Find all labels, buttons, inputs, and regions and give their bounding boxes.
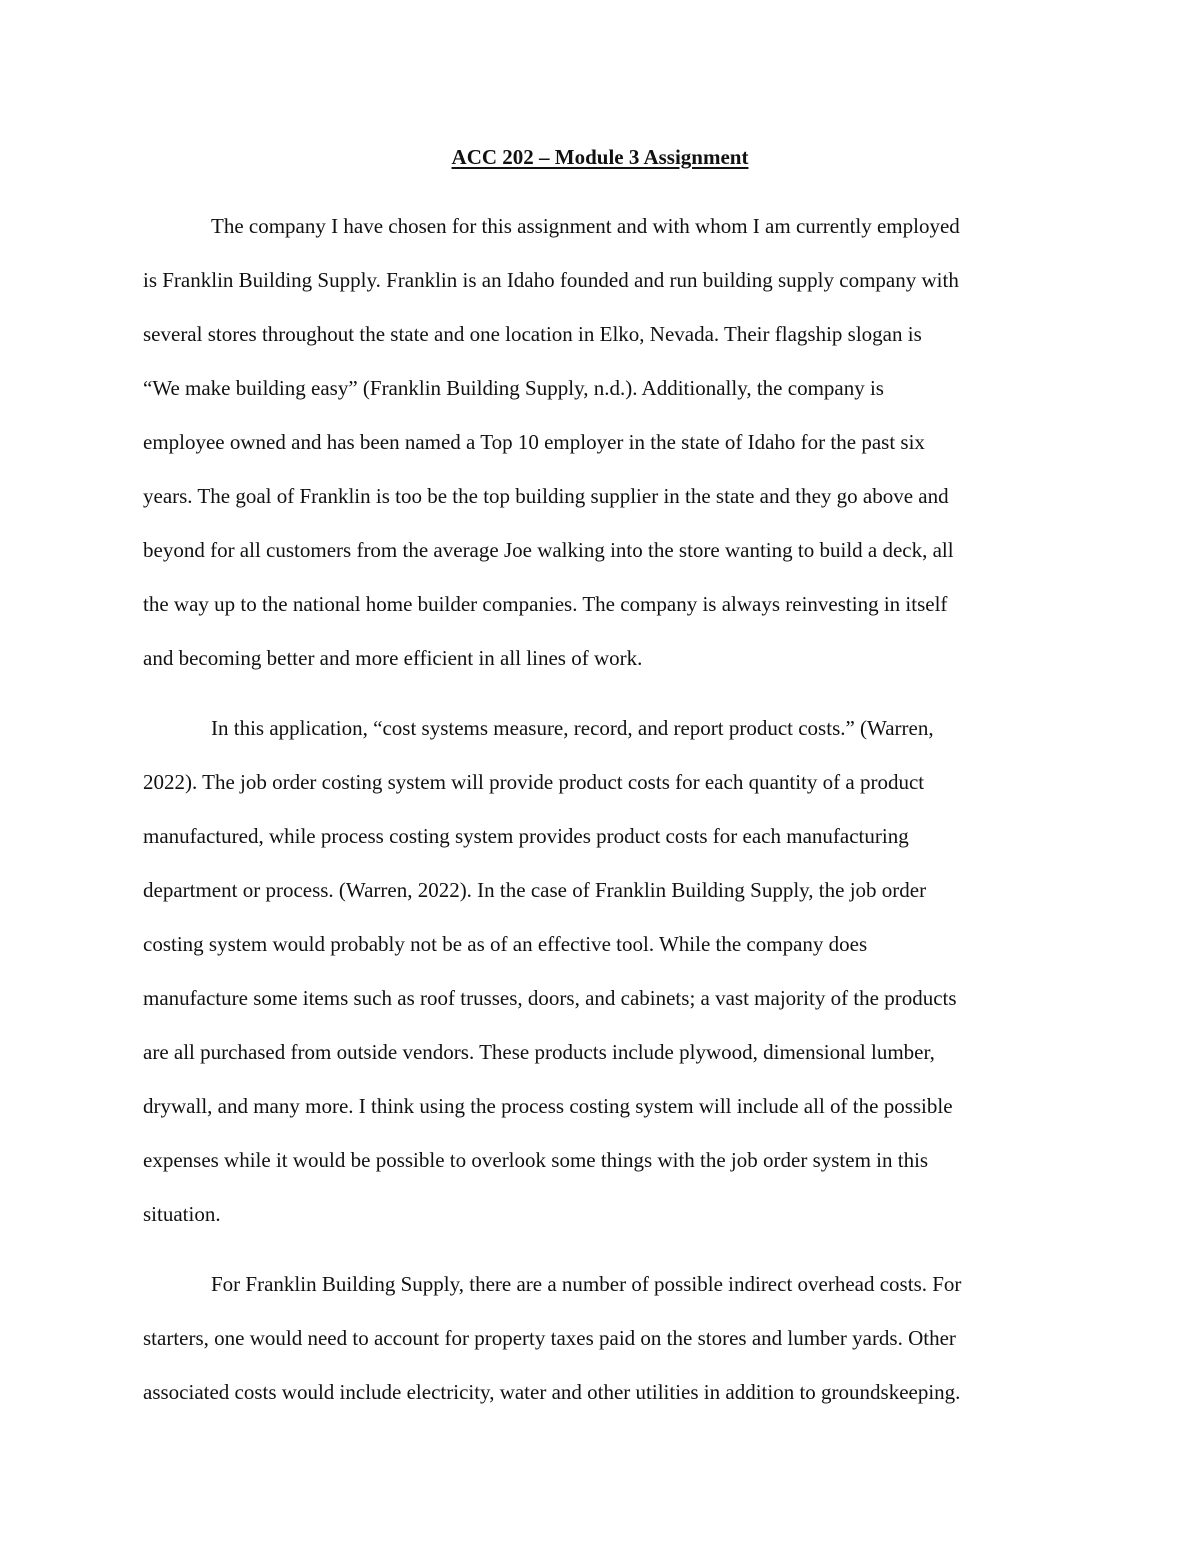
text-line: situation. xyxy=(143,1202,221,1226)
text-line: are all purchased from outside vendors. These products include plywood, dimensional lumber, xyxy=(143,1040,935,1064)
text-line: starters, one would need to account for property taxes paid on the stores and lumber yards. Other xyxy=(143,1326,956,1350)
text-line: department or process. (Warren, 2022). In the case of Franklin Building Supply, the job order xyxy=(143,878,927,902)
document-title: ACC 202 – Module 3 Assignment xyxy=(451,145,749,169)
text-line: costing system would probably not be as of an effective tool. While the company does xyxy=(143,932,868,956)
text-line: The company I have chosen for this assignment and with whom I am currently employed xyxy=(211,214,960,238)
text-line: is Franklin Building Supply. Franklin is an Idaho founded and run building supply company with xyxy=(143,268,959,292)
text-line: years. The goal of Franklin is too be the top building supplier in the state and they go above and xyxy=(143,484,949,508)
text-line: employee owned and has been named a Top 10 employer in the state of Idaho for the past six xyxy=(143,430,925,454)
text-line: the way up to the national home builder companies. The company is always reinvesting in itself xyxy=(143,592,948,616)
text-line: For Franklin Building Supply, there are a number of possible indirect overhead costs. For xyxy=(211,1272,962,1296)
text-line: drywall, and many more. I think using the process costing system will include all of the possible xyxy=(143,1094,953,1118)
text-line: manufacture some items such as roof trusses, doors, and cabinets; a vast majority of the products xyxy=(143,986,957,1010)
text-line: several stores throughout the state and one location in Elko, Nevada. Their flagship slogan is xyxy=(143,322,922,346)
text-line: “We make building easy” (Franklin Building Supply, n.d.). Additionally, the company is xyxy=(143,376,884,400)
text-line: 2022). The job order costing system will provide product costs for each quantity of a product xyxy=(143,770,925,794)
text-line: beyond for all customers from the average Joe walking into the store wanting to build a deck, all xyxy=(143,538,954,562)
text-line: expenses while it would be possible to overlook some things with the job order system in this xyxy=(143,1148,929,1172)
text-line: associated costs would include electricity, water and other utilities in addition to groundskeeping. xyxy=(143,1380,961,1404)
text-line: In this application, “cost systems measure, record, and report product costs.” (Warren, xyxy=(211,716,934,740)
text-line: manufactured, while process costing system provides product costs for each manufacturing xyxy=(143,824,909,848)
text-line: and becoming better and more efficient in all lines of work. xyxy=(143,646,643,670)
